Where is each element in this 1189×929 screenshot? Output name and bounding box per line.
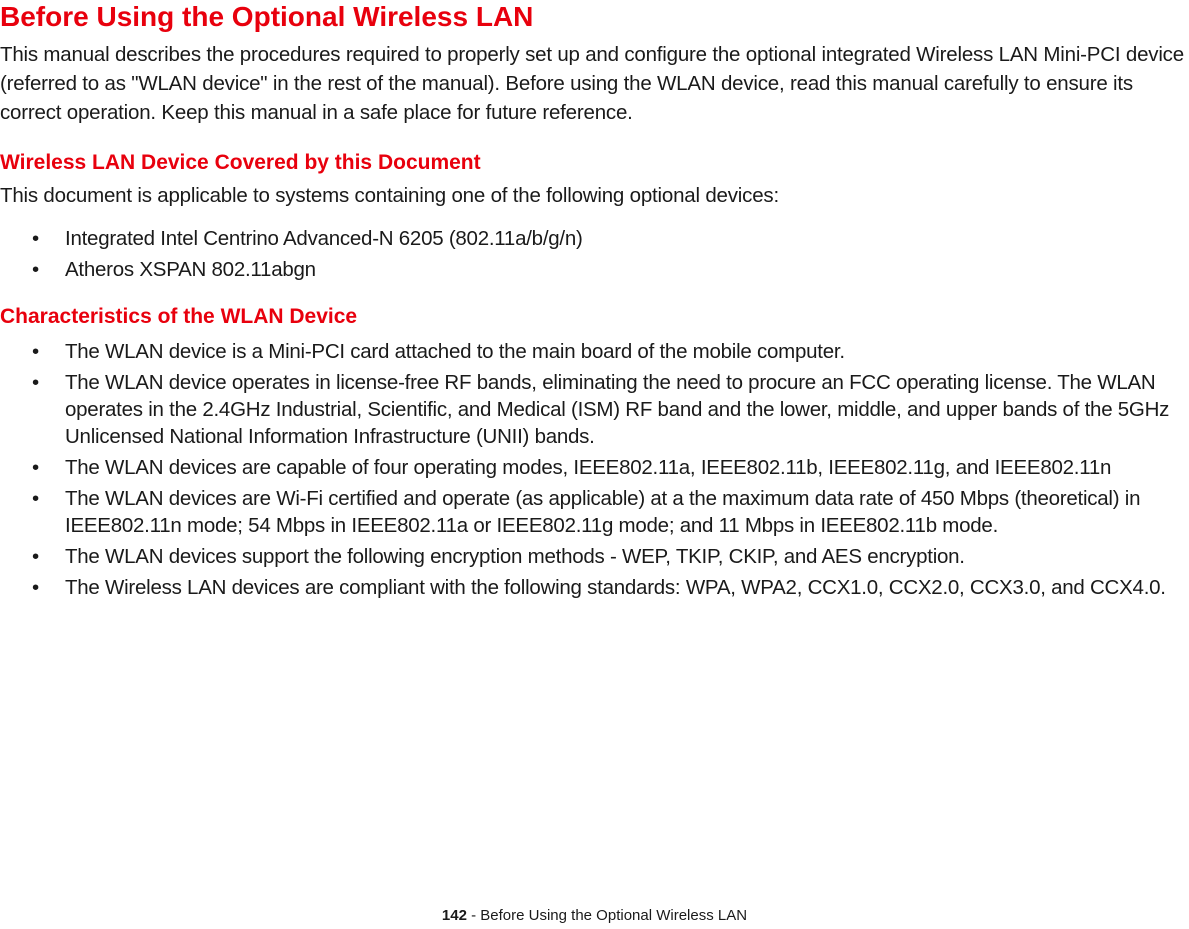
- footer-label: Before Using the Optional Wireless LAN: [480, 907, 748, 924]
- devices-list: [0, 225, 1189, 287]
- bullet-icon: •: [32, 456, 39, 479]
- list-item: • The WLAN devices are capable of four operating modes, IEEE802.11a, IEEE802.11b, IEEE802.11g, and IEEE802.11n: [32, 456, 1112, 479]
- list-item: • The WLAN device operates in license-free RF bands, eliminating the need to procure an FCC operating license. The WLAN operates in the 2.4GHz Industrial, Scientific, and Medical (ISM) RF band and the lower, middle, and upper bands of the 5GHz Unlicensed National Information Infrastructure (UNII) bands.: [32, 371, 1170, 448]
- footer-separator: -: [466, 907, 481, 924]
- list-item: • Atheros XSPAN 802.11abgn: [32, 258, 316, 281]
- list-item: • Integrated Intel Centrino Advanced-N 6205 (802.11a/b/g/n): [32, 227, 583, 250]
- bullet-icon: •: [32, 340, 39, 363]
- bullet-icon: •: [32, 258, 39, 281]
- characteristics-list: [0, 338, 1189, 605]
- list-item: • The Wireless LAN devices are compliant with the following standards: WPA, WPA2, CCX1.0, CCX2.0, CCX3.0, and CCX4.0.: [32, 576, 1166, 599]
- bullet-icon: •: [32, 487, 39, 510]
- bullet-icon: •: [32, 371, 39, 394]
- section-heading-devices-covered: Wireless LAN Device Covered by this Document: [0, 151, 481, 174]
- page-number: 142: [441, 907, 467, 924]
- page-footer: [0, 906, 1189, 926]
- bullet-icon: •: [32, 545, 39, 568]
- devices-intro-text: This document is applicable to systems containing one of the following optional devices:: [0, 184, 779, 207]
- bullet-icon: •: [32, 576, 39, 599]
- page-title: Before Using the Optional Wireless LAN: [0, 1, 534, 32]
- list-item: • The WLAN device is a Mini-PCI card attached to the main board of the mobile computer.: [32, 340, 845, 363]
- intro-paragraph: This manual describes the procedures required to properly set up and configure the optional integrated Wireless LAN Mini-PCI device (referred to as "WLAN device" in the rest of the manual). Before using the WLAN device, read this manual carefully to ensure its correct operation. Keep this manual in a safe place for future reference.: [0, 43, 1184, 124]
- bullet-icon: •: [32, 227, 39, 250]
- list-item: • The WLAN devices support the following encryption methods - WEP, TKIP, CKIP, and AES encryption.: [32, 545, 965, 568]
- list-item: • The WLAN devices are Wi-Fi certified and operate (as applicable) at a the maximum data rate of 450 Mbps (theoretical) in IEEE802.11n mode; 54 Mbps in IEEE802.11a or IEEE802.11g mode; and 11 Mbps in IEEE802.11b mode.: [32, 487, 1141, 537]
- section-heading-characteristics: Characteristics of the WLAN Device: [0, 305, 358, 328]
